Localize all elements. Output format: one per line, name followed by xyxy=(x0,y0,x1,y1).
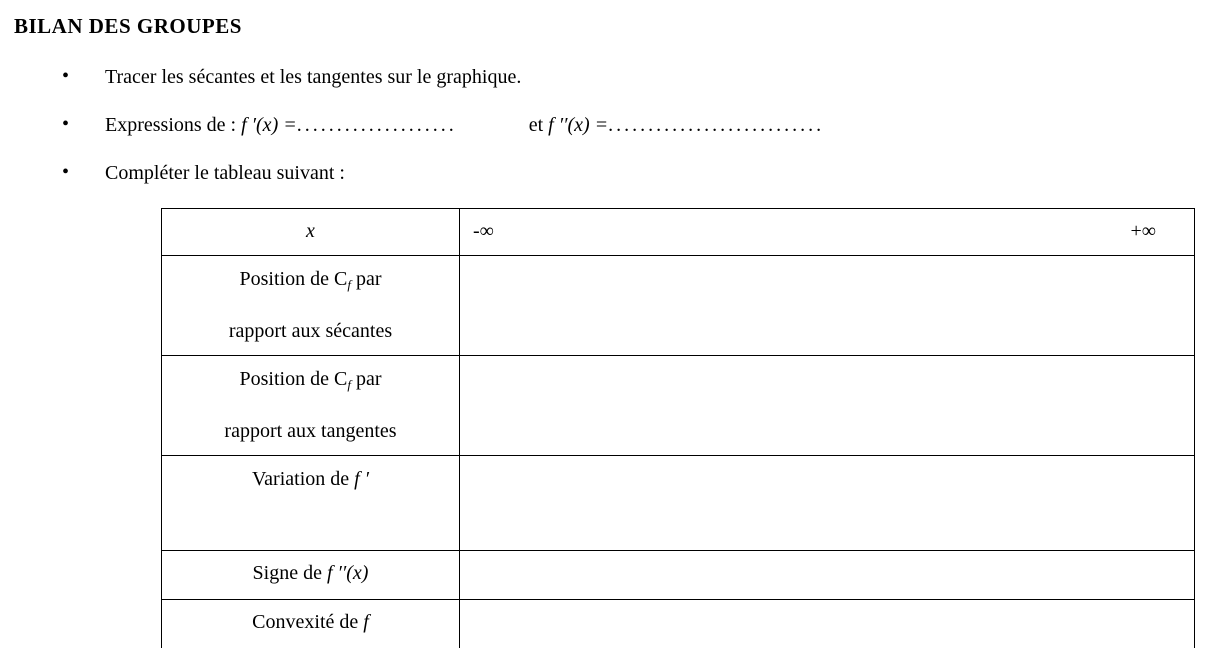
row-label-signe-f-seconde xyxy=(162,551,460,600)
et-connector: et xyxy=(528,114,544,136)
bullet-item-tracer xyxy=(62,64,1216,90)
label-line xyxy=(162,456,459,503)
label-line xyxy=(162,408,459,455)
bullet-item-completer xyxy=(62,160,1216,186)
table-row-variation-f-prime xyxy=(162,456,1195,551)
answer-cell-signe-f-seconde xyxy=(460,551,1195,600)
label-text-segment: Convexité de xyxy=(252,611,364,633)
row-label-position-secantes xyxy=(162,256,460,356)
bullet-icon: • xyxy=(62,65,70,87)
label-text-segment: f xyxy=(347,377,351,392)
label-text-segment: rapport aux sécantes xyxy=(228,320,393,342)
f-prime-expression: f ′(x) = xyxy=(241,114,297,136)
label-text-segment: f ′ xyxy=(354,468,370,490)
label-text-segment: Signe de xyxy=(252,562,327,584)
dotted-blank-1: .................... xyxy=(296,114,457,136)
table-body xyxy=(162,256,1195,648)
table-row-convexite-f xyxy=(162,600,1195,648)
row-label-position-tangentes xyxy=(162,356,460,456)
label-text-segment: f xyxy=(347,277,351,292)
row-label-convexite-f xyxy=(162,600,460,648)
answer-cell-variation-f-prime xyxy=(460,456,1195,551)
label-text-segment: Position de C xyxy=(239,268,348,290)
answer-cell-position-tangentes xyxy=(460,356,1195,456)
bullet-item-expressions xyxy=(62,112,1216,138)
bullet-list xyxy=(62,64,1216,186)
label-text-segment: Position de C xyxy=(239,368,348,390)
row-label-variation-f-prime xyxy=(162,456,460,551)
page-title: BILAN DES GROUPES xyxy=(14,14,242,38)
label-line xyxy=(162,256,459,308)
expressions-prefix: Expressions de : xyxy=(105,114,237,136)
dotted-blank-2: ........................... xyxy=(608,114,825,136)
worksheet-page xyxy=(0,14,1216,648)
answer-cell-convexite-f xyxy=(460,600,1195,648)
bullet-icon: • xyxy=(62,113,70,135)
label-text-segment: Variation de xyxy=(251,468,355,490)
bullet-text: Tracer les sécantes et les tangentes sur le graphique. xyxy=(105,66,522,88)
x-variable-label: x xyxy=(306,220,315,242)
label-line xyxy=(162,308,459,355)
f-second-expression: f ′′(x) = xyxy=(548,114,609,136)
label-text-segment: f xyxy=(363,611,369,633)
table-row-position-secantes xyxy=(162,256,1195,356)
bullet-text: Compléter le tableau suivant : xyxy=(105,162,345,184)
table-row-signe-f-seconde xyxy=(162,551,1195,600)
plus-infinity-label: +∞ xyxy=(1130,220,1156,242)
label-line xyxy=(162,552,459,594)
label-text-segment: f ′′(x) xyxy=(326,562,369,584)
answer-cell-position-secantes xyxy=(460,256,1195,356)
label-line xyxy=(162,356,459,408)
table-header-row xyxy=(162,209,1195,256)
variation-table xyxy=(161,208,1195,648)
minus-infinity-label: -∞ xyxy=(473,220,494,242)
label-text-segment: par xyxy=(350,368,382,390)
header-x-cell xyxy=(162,209,460,256)
table-row-position-tangentes xyxy=(162,356,1195,456)
label-text-segment: rapport aux tangentes xyxy=(224,420,397,442)
label-text-segment: par xyxy=(350,268,382,290)
bullet-icon: • xyxy=(62,161,70,183)
header-domain-cell xyxy=(460,209,1195,256)
label-line xyxy=(162,601,459,643)
